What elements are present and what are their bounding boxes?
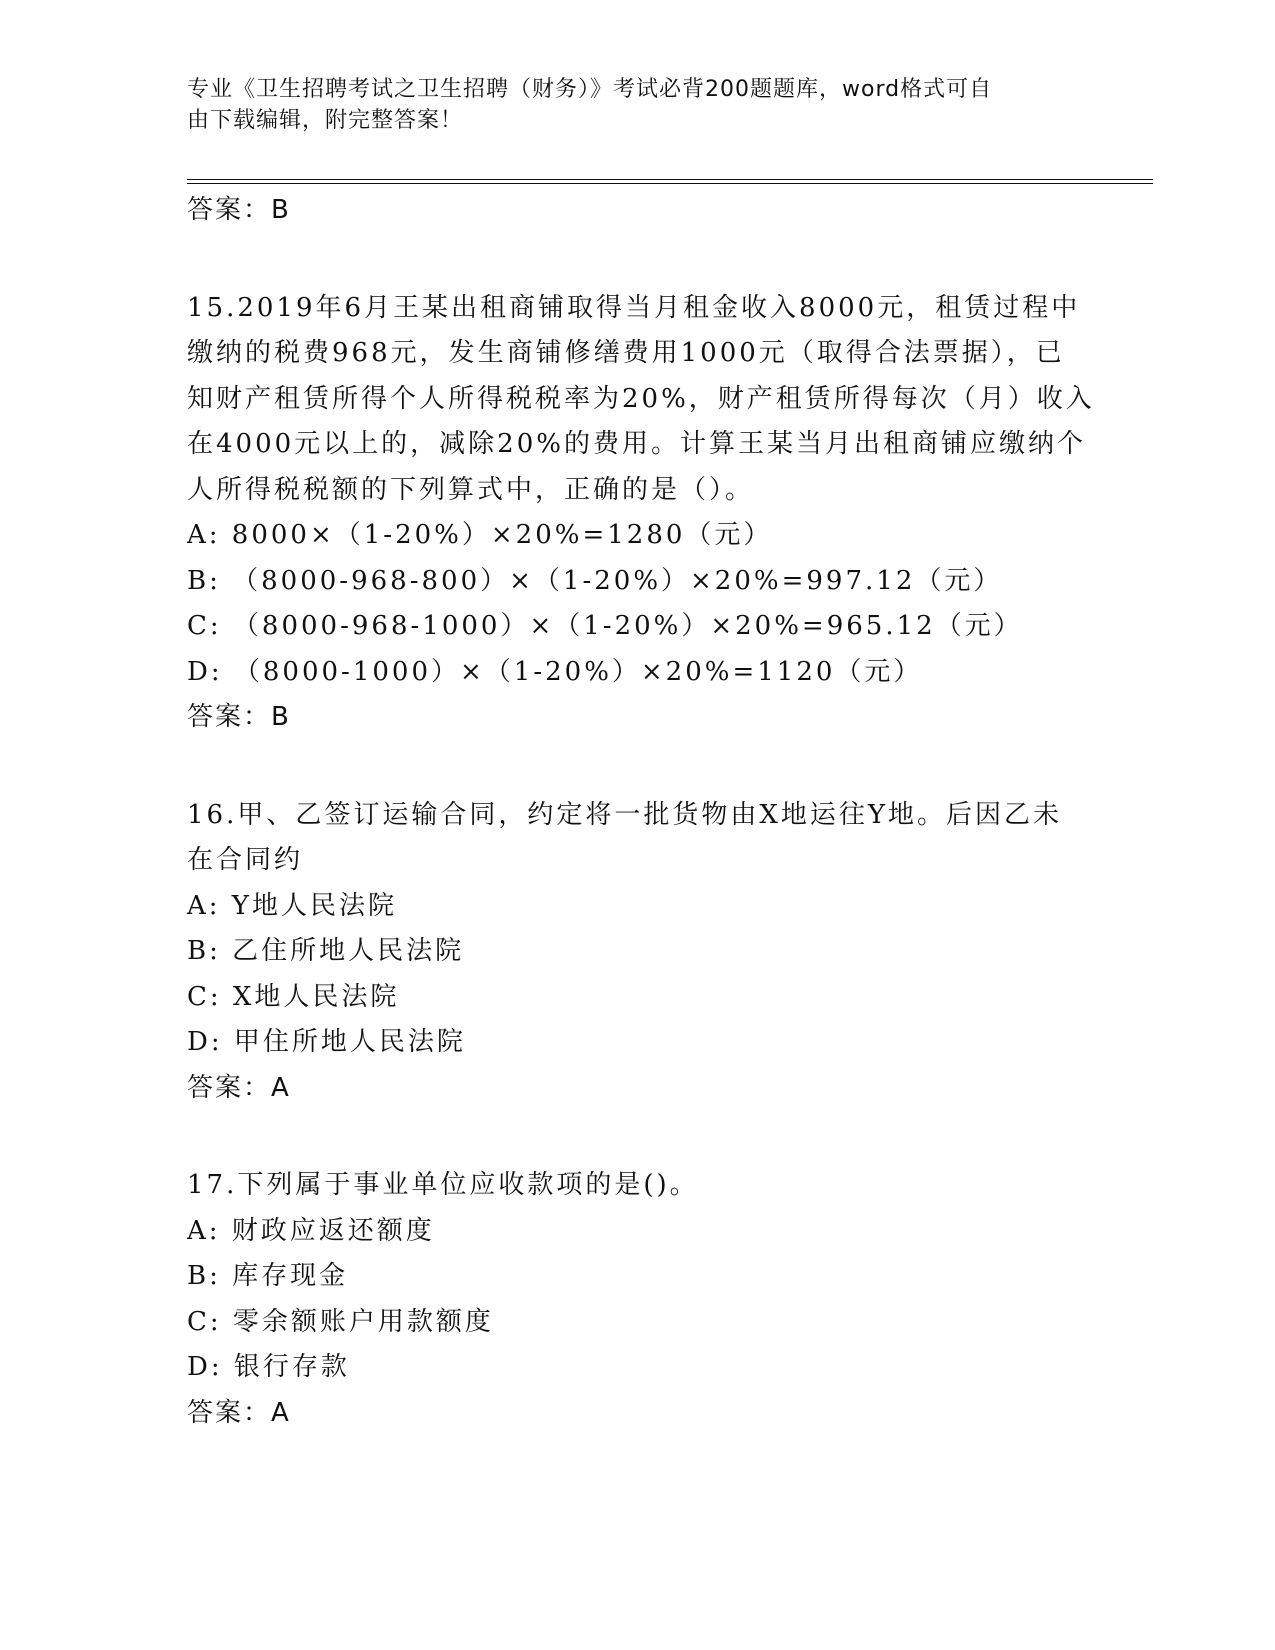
question-text-line: 知财产租赁所得个人所得税税率为20%，财产租赁所得每次（月）收入 [187, 383, 1095, 414]
option-b: B: 库存现金 [187, 1261, 349, 1291]
question-text-line: 在合同约 [187, 845, 304, 875]
answer: 答案：B [187, 702, 291, 732]
question-text-line: 16.甲、乙签订运输合同，约定将一批货物由X地运往Y地。后因乙未 [187, 799, 1063, 830]
question-17 [187, 1163, 1087, 1436]
prev-answer: 答案：B [187, 195, 291, 225]
option-d: D: （8000-1000）×（1-20%）×20%=1120（元） [187, 656, 923, 687]
option-a: A: 财政应返还额度 [187, 1215, 435, 1246]
question-text-line: 17.下列属于事业单位应收款项的是()。 [187, 1170, 699, 1200]
header-rule-top [187, 179, 1153, 180]
option-b: B: （8000-968-800）×（1-20%）×20%=997.12（元） [187, 565, 1003, 596]
spacer [187, 741, 1087, 793]
question-text-line: 人所得税税额的下列算式中，正确的是（）。 [187, 474, 755, 505]
spacer [187, 1111, 1087, 1163]
answer: 答案：A [187, 1072, 291, 1103]
option-d: D: 银行存款 [187, 1352, 350, 1382]
question-content [187, 188, 1095, 1436]
question-text-line: 缴纳的税费968元，发生商铺修缮费用1000元（取得合法票据），已 [187, 338, 1065, 368]
question-text-line: 15.2019年6月王某出租商铺取得当月租金收入8000元，租赁过程中 [187, 292, 1081, 323]
question-15 [187, 286, 1095, 741]
question-text-line: 在4000元以上的，减除20%的费用。计算王某当月出租商铺应缴纳个 [187, 429, 1086, 459]
page-header [187, 74, 1067, 136]
spacer [187, 234, 1087, 286]
option-d: D: 甲住所地人民法院 [187, 1027, 466, 1057]
option-b: B: 乙住所地人民法院 [187, 936, 465, 966]
header-line-2: 由下载编辑，附完整答案！ [187, 108, 464, 133]
option-c: C: 零余额账户用款额度 [187, 1306, 494, 1337]
question-16 [187, 793, 1087, 1112]
option-a: A: 8000×（1-20%）×20%=1280（元） [187, 520, 773, 550]
option-c: C: （8000-968-1000）×（1-20%）×20%=965.12（元） [187, 611, 1023, 641]
header-line-1: 专业《卫生招聘考试之卫生招聘（财务）》考试必背200题题库，word格式可自 [187, 77, 993, 102]
option-c: C: X地人民法院 [187, 981, 400, 1012]
header-rule-bottom [187, 183, 1153, 184]
answer: 答案：A [187, 1397, 291, 1428]
option-a: A: Y地人民法院 [187, 890, 397, 921]
